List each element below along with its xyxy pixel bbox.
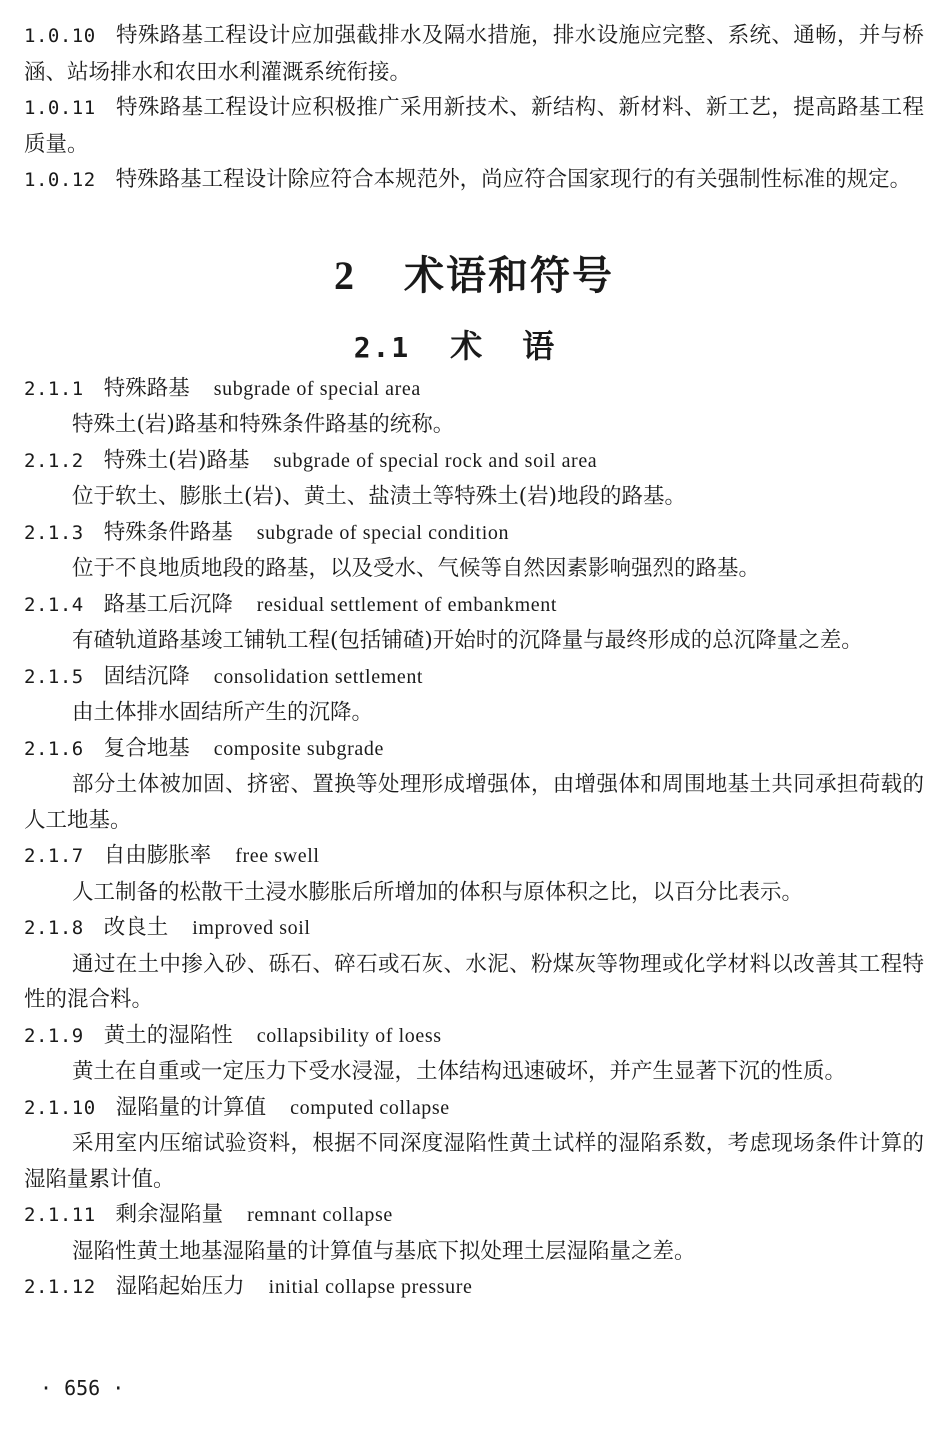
term-name: 特殊路基 xyxy=(103,375,190,401)
term-english: initial collapse pressure xyxy=(268,1276,473,1298)
term-number: 2.1.10 xyxy=(24,1096,96,1119)
term-english: subgrade of special rock and soil area xyxy=(273,449,598,472)
section-heading xyxy=(24,321,924,371)
term-number: 2.1.4 xyxy=(24,593,84,616)
term-number: 2.1.1 xyxy=(24,377,84,400)
term-name: 复合地基 xyxy=(103,735,190,761)
term-number: 2.1.12 xyxy=(24,1276,96,1298)
term-english: improved soil xyxy=(192,917,311,939)
term-english: consolidation settlement xyxy=(213,665,424,688)
term-entry xyxy=(24,1018,924,1090)
term-number: 2.1.3 xyxy=(24,521,84,544)
term-number: 2.1.2 xyxy=(24,449,84,472)
clause-number: 1.0.10 xyxy=(24,25,96,47)
clause-number: 1.0.11 xyxy=(24,97,96,119)
term-entry xyxy=(24,910,924,1018)
term-english: composite subgrade xyxy=(213,737,384,760)
term-number: 2.1.11 xyxy=(24,1204,96,1226)
term-entry xyxy=(24,371,924,443)
term-name: 特殊条件路基 xyxy=(103,519,233,545)
term-entry xyxy=(24,731,924,839)
chapter-heading xyxy=(24,241,924,311)
term-entry xyxy=(24,1269,924,1306)
term-english: remnant collapse xyxy=(247,1204,393,1226)
term-number: 2.1.8 xyxy=(24,917,84,939)
term-definition: 由土体排水固结所产生的沉降。 xyxy=(72,700,374,725)
term-entry xyxy=(24,515,924,587)
term-english: free swell xyxy=(235,845,320,867)
term-name: 剩余湿陷量 xyxy=(115,1202,224,1227)
term-name: 黄土的湿陷性 xyxy=(103,1022,233,1048)
term-definition: 人工制备的松散干土浸水膨胀后所增加的体积与原体积之比，以百分比表示。 xyxy=(72,879,804,905)
term-definition: 黄土在自重或一定压力下受水浸湿，土体结构迅速破坏，并产生显著下沉的性质。 xyxy=(72,1059,847,1084)
term-name: 路基工后沉降 xyxy=(103,591,233,617)
term-name: 自由膨胀率 xyxy=(103,843,212,868)
clause-text: 特殊路基工程设计应加强截排水及隔水措施，排水设施应完整、系统、通畅，并与桥涵、站场排水和农田水利灌溉系统衔接。 xyxy=(24,23,924,85)
term-entry xyxy=(24,1197,924,1269)
clause-text: 特殊路基工程设计除应符合本规范外，尚应符合国家现行的有关强制性标准的规定。 xyxy=(115,167,912,192)
clause-number: 1.0.12 xyxy=(24,169,96,191)
clause-text: 特殊路基工程设计应积极推广采用新技术、新结构、新材料、新工艺，提高路基工程质量。 xyxy=(24,95,924,157)
term-definition: 通过在土中掺入砂、砾石、碎石或石灰、水泥、粉煤灰等物理或化学材料以改善其工程特性的混合料。 xyxy=(24,951,924,1012)
clause-1-0-10 xyxy=(24,18,924,90)
term-entry xyxy=(24,443,924,515)
clause-1-0-12 xyxy=(24,162,924,199)
term-entry xyxy=(24,659,924,731)
term-english: collapsibility of loess xyxy=(256,1024,442,1047)
term-name: 改良土 xyxy=(103,915,169,940)
term-english: subgrade of special area xyxy=(213,377,421,400)
term-number: 2.1.6 xyxy=(24,737,84,760)
clause-1-0-11 xyxy=(24,90,924,162)
term-name: 固结沉降 xyxy=(103,663,190,689)
term-definition: 采用室内压缩试验资料，根据不同深度湿陷性黄土试样的湿陷系数，考虑现场条件计算的湿陷量累计值。 xyxy=(24,1131,924,1192)
term-english: computed collapse xyxy=(290,1096,450,1119)
page-number: · 656 · xyxy=(40,1376,125,1400)
term-entry xyxy=(24,838,924,910)
term-entry xyxy=(24,587,924,659)
term-definition: 有碴轨道路基竣工铺轨工程(包括铺碴)开始时的沉降量与最终形成的总沉降量之差。 xyxy=(72,628,863,653)
term-definition: 部分土体被加固、挤密、置换等处理形成增强体，由增强体和周围地基土共同承担荷载的人工地基。 xyxy=(24,772,924,833)
term-definition: 位于软土、膨胀土(岩)、黄土、盐渍土等特殊土(岩)地段的路基。 xyxy=(72,484,687,509)
term-name: 湿陷量的计算值 xyxy=(115,1094,267,1120)
chapter-title: 术语和符号 xyxy=(404,251,614,299)
term-definition: 位于不良地质地段的路基，以及受水、气候等自然因素影响强烈的路基。 xyxy=(72,556,761,581)
term-name: 湿陷起始压力 xyxy=(115,1274,245,1299)
term-number: 2.1.5 xyxy=(24,665,84,688)
document-page xyxy=(24,18,924,1306)
term-definition: 湿陷性黄土地基湿陷量的计算值与基底下拟处理土层湿陷量之差。 xyxy=(72,1238,696,1264)
term-english: subgrade of special condition xyxy=(256,521,510,544)
section-number: 2.1 xyxy=(353,330,411,364)
term-name: 特殊土(岩)路基 xyxy=(103,447,250,473)
term-entry xyxy=(24,1090,924,1198)
section-title: 术语 xyxy=(450,326,595,365)
term-definition: 特殊土(岩)路基和特殊条件路基的统称。 xyxy=(72,412,455,437)
term-number: 2.1.7 xyxy=(24,845,84,867)
chapter-number: 2 xyxy=(334,252,356,298)
term-english: residual settlement of embankment xyxy=(256,593,557,616)
term-number: 2.1.9 xyxy=(24,1024,84,1047)
